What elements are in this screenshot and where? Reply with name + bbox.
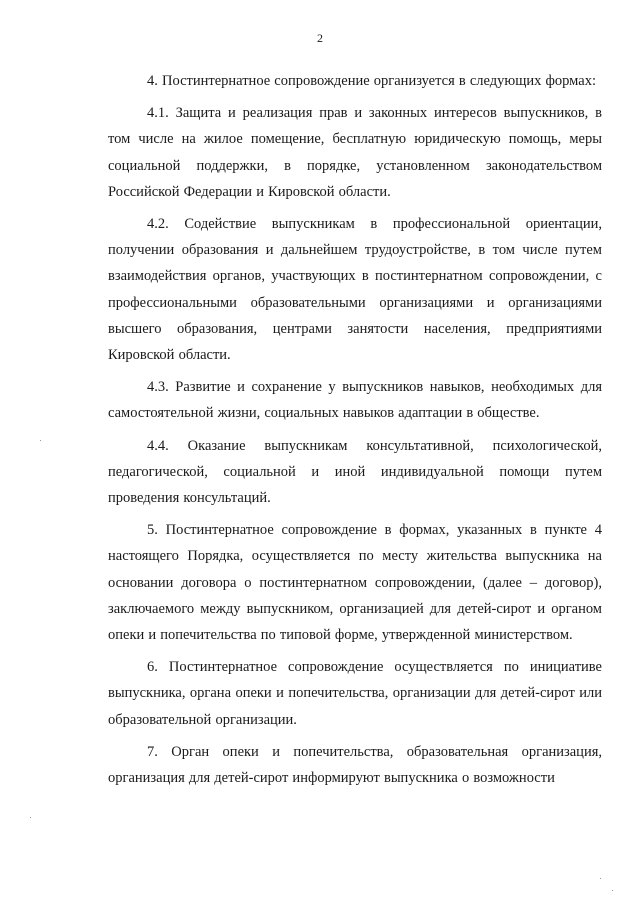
scan-speck bbox=[30, 817, 31, 818]
paragraph-4-2: 4.2. Содействие выпускникам в профессиональной ориентации, получении образования и дальнейшем трудоустройстве, в том числе путем взаимодействия органов, участвующих в постинтернатном сопровождении, с профессиональными образовательными организациями и организациями высшего образования, центрами занятости населения, предприятиями Кировской области. bbox=[108, 216, 602, 364]
scan-speck bbox=[612, 890, 613, 891]
scan-speck bbox=[600, 878, 601, 879]
paragraph-7: 7. Орган опеки и попечительства, образовательная организация, организация для детей-сирот информируют выпускника о возможности bbox=[108, 743, 602, 787]
paragraph-4-3: 4.3. Развитие и сохранение у выпускников навыков, необходимых для самостоятельной жизни, социальных навыков адаптации в обществе. bbox=[108, 379, 602, 422]
paragraph-4-4: 4.4. Оказание выпускникам консультативной, психологической, педагогической, социальной и иной индивидуальной помощи путем проведения консультаций. bbox=[108, 437, 602, 507]
page-number: 2 bbox=[317, 31, 323, 45]
document-body bbox=[108, 68, 602, 791]
paragraph-6: 6. Постинтернатное сопровождение осуществляется по инициативе выпускника, органа опеки и попечительства, организации для детей-сирот или образовательной организации. bbox=[108, 659, 602, 728]
scan-speck bbox=[40, 440, 41, 441]
paragraph-4: 4. Постинтернатное сопровождение организуется в следующих формах: bbox=[147, 73, 596, 89]
paragraph-4-1: 4.1. Защита и реализация прав и законных интересов выпускников, в том числе на жилое помещение, бесплатную юридическую помощь, меры социальной поддержки, в порядке, установленном законодательством Российской Федерации и Кировской области. bbox=[108, 105, 602, 200]
paragraph-5: 5. Постинтернатное сопровождение в формах, указанных в пункте 4 настоящего Порядка, осуществляется по месту жительства выпускника на основании договора о постинтернатном сопровождении, (далее – договор), заключаемого между выпускником, организацией для детей-сирот и органом опеки и попечительства по типовой форме, утвержденной министерством. bbox=[108, 522, 602, 644]
